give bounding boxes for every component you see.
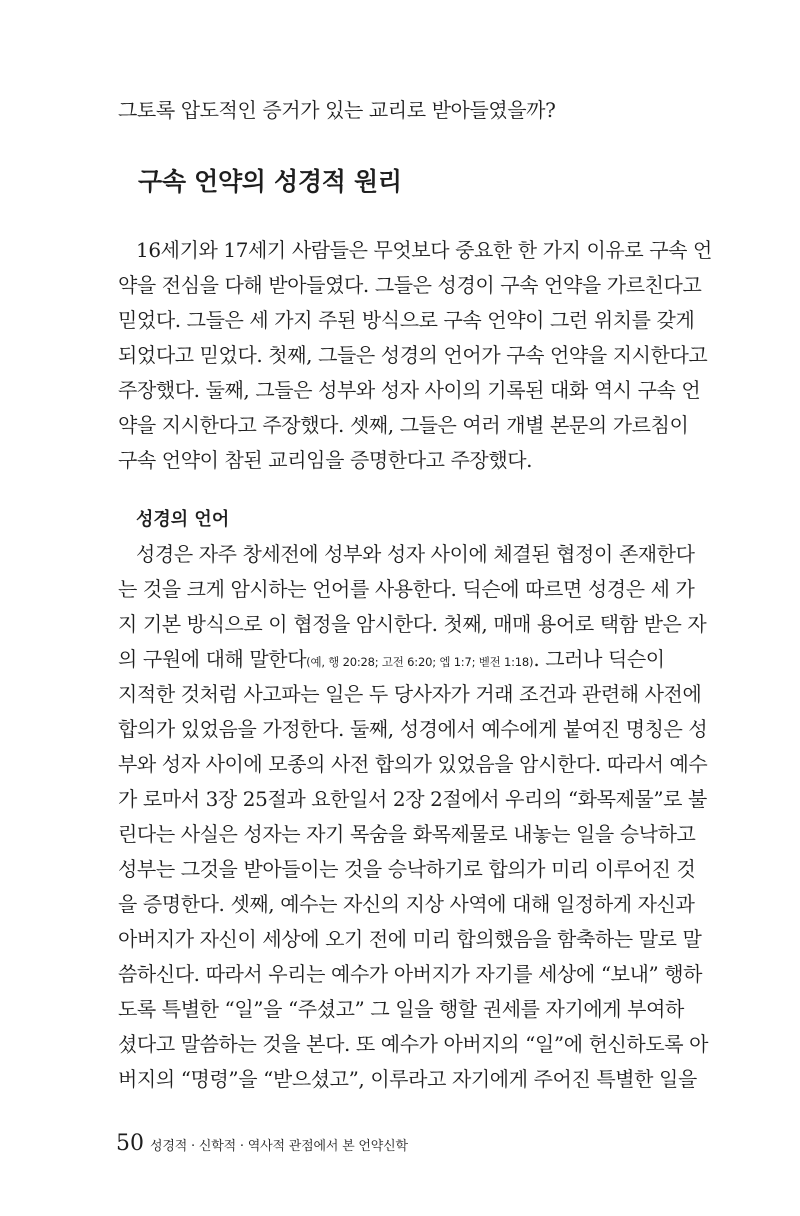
- paragraph-2-line: 는 것을 크게 암시하는 언어를 사용한다. 딕슨에 따르면 성경은 세 가: [118, 577, 695, 601]
- paragraph-2-line: 을 증명한다. 셋째, 예수는 자신의 지상 사역에 대해 일정하게 자신과: [118, 892, 695, 916]
- page-footer: [116, 1131, 408, 1156]
- paragraph-2-text: . 그러나 딕슨이: [533, 647, 665, 671]
- paragraph-1-line: 되었다고 믿었다. 첫째, 그들은 성경의 언어가 구속 언약을 지시한다고: [118, 343, 708, 367]
- running-title: 성경적 · 신학적 · 역사적 관점에서 본 언약신학: [150, 1139, 408, 1154]
- paragraph-1-line: 약을 지시한다고 주장했다. 셋째, 그들은 여러 개별 본문의 가르침이: [118, 413, 689, 437]
- paragraph-2-line: 가 로마서 3장 25절과 요한일서 2장 2절에서 우리의 “화목제물”로 불: [118, 787, 707, 811]
- paragraph-2-line: 지적한 것처럼 사고파는 일은 두 당사자가 거래 조건과 관련해 사전에: [118, 682, 702, 706]
- paragraph-2-line: 합의가 있었음을 가정한다. 둘째, 성경에서 예수에게 붙여진 명칭은 성: [118, 717, 708, 741]
- paragraph-2-line: 도록 특별한 “일”을 “주셨고” 그 일을 행할 권세를 자기에게 부여하: [118, 997, 684, 1021]
- paragraph-2-text: 의 구원에 대해 말한다: [118, 647, 307, 671]
- paragraph-1-line: 주장했다. 둘째, 그들은 성부와 성자 사이의 기록된 대화 역시 구속 언: [118, 378, 701, 402]
- paragraph-1-line: 믿었다. 그들은 세 가지 주된 방식으로 구속 언약이 그런 위치를 갖게: [118, 308, 695, 332]
- paragraph-2-line: 지 기본 방식으로 이 협정을 암시한다. 첫째, 매매 용어로 택함 받은 자: [118, 612, 707, 636]
- paragraph-2-line: 성경은 자주 창세전에 성부와 성자 사이에 체결된 협정이 존재한다: [136, 542, 695, 566]
- subsection-title: 성경의 언어: [136, 509, 230, 530]
- paragraph-2-line: 아버지가 자신이 세상에 오기 전에 미리 합의했음을 함축하는 말로 말: [118, 927, 702, 951]
- paragraph-1-line: 약을 전심을 다해 받아들였다. 그들은 성경이 구속 언약을 가르친다고: [118, 273, 702, 297]
- paragraph-2-line: 성부는 그것을 받아들이는 것을 승낙하기로 합의가 미리 이루어진 것: [118, 857, 696, 881]
- paragraph-2-line: 린다는 사실은 성자는 자기 목숨을 화목제물로 내놓는 일을 승낙하고: [118, 822, 696, 846]
- paragraph-2-line: 씀하신다. 따라서 우리는 예수가 아버지가 자기를 세상에 “보내” 행하: [118, 962, 703, 986]
- scripture-reference: (예, 행 20:28; 고전 6:20; 엡 1:7; 벧전 1:18): [306, 655, 534, 669]
- paragraph-2-line: 버지의 “명령”을 “받으셨고”, 이루라고 자기에게 주어진 특별한 일을: [118, 1067, 697, 1091]
- section-title: 구속 언약의 성경적 원리: [138, 167, 402, 196]
- paragraph-2-line: 부와 성자 사이에 모종의 사전 합의가 있었음을 암시한다. 따라서 예수: [118, 752, 708, 776]
- paragraph-1-line: 구속 언약이 참된 교리임을 증명한다고 주장했다.: [118, 448, 533, 472]
- paragraph-2-line: [118, 647, 678, 674]
- paragraph-2-line: 셨다고 말씀하는 것을 본다. 또 예수가 아버지의 “일”에 헌신하도록 아: [118, 1032, 709, 1056]
- paragraph-1-line: 16세기와 17세기 사람들은 무엇보다 중요한 한 가지 이유로 구속 언: [136, 238, 712, 262]
- page-number: 50: [116, 1131, 144, 1156]
- intro-line: 그토록 압도적인 증거가 있는 교리로 받아들였을까?: [118, 98, 556, 122]
